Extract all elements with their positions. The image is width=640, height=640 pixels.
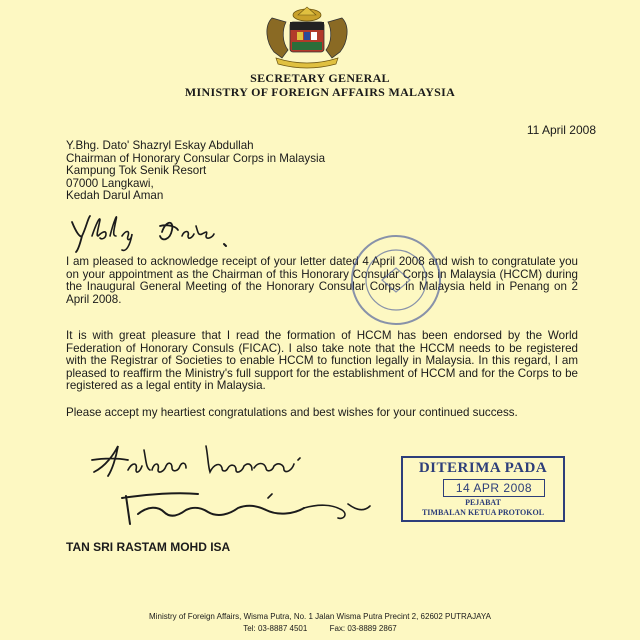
recipient-line: Chairman of Honorary Consular Corps in Malaysia: [66, 151, 326, 165]
stamp-date: 14 APR 2008: [443, 479, 545, 497]
handwritten-closing: [88, 436, 348, 486]
body-paragraph-3: Please accept my heartiest congratulations and best wishes for your continued success.: [66, 406, 518, 419]
recipient-line: Y.Bhg. Dato' Shazryl Eskay Abdullah: [66, 139, 254, 152]
recipient-line: Kedah Darul Aman: [66, 189, 164, 202]
signature: [118, 484, 398, 534]
signatory-name: TAN SRI RASTAM MOHD ISA: [66, 540, 231, 554]
letter-date: 11 April 2008: [526, 123, 596, 137]
coat-of-arms-icon: [252, 6, 362, 70]
stamp-department: TIMBALAN KETUA PROTOKOL: [421, 508, 545, 517]
footer-fax: Fax: 03-8889 2867: [329, 624, 397, 633]
footer-tel: Tel: 03-8887 4501: [243, 624, 308, 633]
letterhead-ministry: MINISTRY OF FOREIGN AFFAIRS MALAYSIA: [184, 85, 456, 99]
stamp-office: PEJABAT: [465, 498, 501, 507]
letterhead-title: SECRETARY GENERAL: [250, 71, 390, 85]
recipient-line: Kampung Tok Senik Resort: [66, 164, 207, 177]
recipient-line: 07000 Langkawi,: [66, 176, 154, 190]
body-paragraph-1: I am pleased to acknowledge receipt of your letter dated 4 April 2008 and wish to congratulate you on your appointment as the Chairman of this Honorary Consular Corps in Malaysia (HCCM) during the Inaugural General Meeting of the Honorary Consular Corps in Malaysia held in Penang on 2 April 2008.: [66, 255, 578, 306]
footer-contacts: [0, 624, 640, 633]
received-stamp: [401, 456, 565, 522]
stamp-title: DITERIMA PADA: [418, 460, 548, 476]
footer-address: Ministry of Foreign Affairs, Wisma Putra, No. 1 Jalan Wisma Putra Precint 2, 62602 PUTRAJAYA: [149, 612, 491, 621]
handwritten-salutation: [66, 206, 296, 256]
round-seal-stamp: [348, 232, 444, 328]
recipient-address: [66, 140, 325, 203]
body-paragraph-2: It is with great pleasure that I read the formation of HCCM has been endorsed by the World Federation of Honorary Consuls (FICAC). I also take note that the HCCM needs to be registered with the Registrar of Societies to enable HCCM to function legally in Malaysia. In this regard, I am pleased to reaffirm the Ministry's full support for the establishment of HCCM and for the Corps to be registered as a legal entity in Malaysia.: [66, 329, 578, 393]
